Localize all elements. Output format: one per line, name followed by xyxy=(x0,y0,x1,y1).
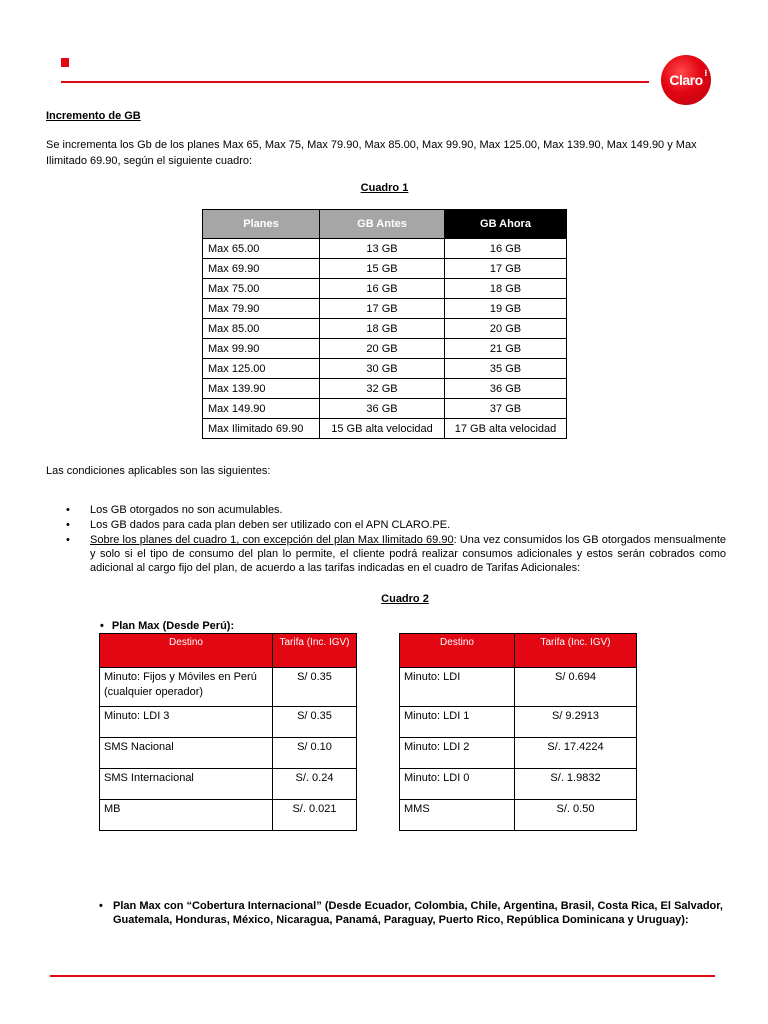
table-row xyxy=(400,707,637,738)
table-row xyxy=(100,800,357,831)
table-cell: 30 GB xyxy=(320,359,445,379)
intl-plan-text: Plan Max con “Cobertura Internacional” (Desde Ecuador, Colombia, Chile, Argentina, Brasil, Costa Rica, El Salvador, Guatemala, Honduras, México, Nicaragua, Panamá, Paraguay, Puerto Rico, República Dominicana y Uruguay): xyxy=(113,900,723,926)
table-cell: 18 GB xyxy=(320,319,445,339)
table-cell: MMS xyxy=(400,800,515,831)
table-row xyxy=(203,239,567,259)
table-cell: Max 125.00 xyxy=(203,359,320,379)
conditions-intro: Las condiciones aplicables son las siguientes: xyxy=(46,465,271,477)
table-cell: 18 GB xyxy=(445,279,567,299)
cuadro2-left-table xyxy=(99,633,357,831)
col-header-gb-ahora: GB Ahora xyxy=(445,210,567,239)
list-item xyxy=(66,518,726,532)
table-cell: SMS Nacional xyxy=(100,738,273,769)
bullet-underlined-text: Sobre los planes del cuadro 1, con excepción del plan Max Ilimitado 69.90 xyxy=(90,534,454,546)
col-header-planes: Planes xyxy=(203,210,320,239)
table-row xyxy=(100,769,357,800)
table-cell: S/ 0.10 xyxy=(273,738,357,769)
table-cell: 15 GB xyxy=(320,259,445,279)
section-title: Incremento de GB xyxy=(46,110,141,122)
red-square-marker xyxy=(61,58,69,67)
table-cell: 15 GB alta velocidad xyxy=(320,419,445,439)
table-cell: Minuto: LDI 0 xyxy=(400,769,515,800)
table-cell: S/ 0.694 xyxy=(515,668,637,707)
table-cell: SMS Internacional xyxy=(100,769,273,800)
table-row xyxy=(400,738,637,769)
table-cell: 17 GB xyxy=(445,259,567,279)
table-cell: S/ 0.35 xyxy=(273,668,357,707)
logo-text: Claro xyxy=(669,72,703,88)
intro-paragraph: Se incrementa los Gb de los planes Max 65, Max 75, Max 79.90, Max 85.00, Max 99.90, Max 125.00, Max 139.90, Max 149.90 y Max Ilimitado 69.90, según el siguiente cuadro: xyxy=(46,139,697,167)
col-header-destino: Destino xyxy=(400,634,515,668)
table-header-row xyxy=(100,634,357,668)
table-cell: Max 79.90 xyxy=(203,299,320,319)
col-header-destino: Destino xyxy=(100,634,273,668)
table-cell: S/. 17.4224 xyxy=(515,738,637,769)
bullet-dot: • xyxy=(99,900,103,912)
plan-max-label: • Plan Max (Desde Perú): xyxy=(100,620,234,632)
bullet-text: Los GB dados para cada plan deben ser utilizado con el APN CLARO.PE. xyxy=(90,519,451,531)
col-header-tarifa: Tarifa (Inc. IGV) xyxy=(273,634,357,668)
table-cell: 19 GB xyxy=(445,299,567,319)
logo-spark-icon: ⁝ xyxy=(704,68,707,78)
table-cell: 32 GB xyxy=(320,379,445,399)
cuadro2-caption: Cuadro 2 xyxy=(381,593,429,605)
table-row xyxy=(400,800,637,831)
list-item: • Sobre los planes del cuadro 1, con excepción del plan Max Ilimitado 69.90: Una vez consumidos los GB otorgados mensualmente y solo si el tipo de consumo del plan lo permite, el cliente podrá realizar consumos adicionales y estos serán cobrados como adicional al cargo fijo del plan, de acuerdo a las tarifas indicadas en el cuadro de Tarifas Adicionales: xyxy=(66,533,726,575)
table-cell: 17 GB alta velocidad xyxy=(445,419,567,439)
table-cell: Max Ilimitado 69.90 xyxy=(203,419,320,439)
table-cell: 36 GB xyxy=(445,379,567,399)
table-header-row xyxy=(400,634,637,668)
table-row xyxy=(203,319,567,339)
cuadro1-table xyxy=(202,209,567,439)
table-cell: 17 GB xyxy=(320,299,445,319)
table-cell: 20 GB xyxy=(320,339,445,359)
header-rule xyxy=(61,81,649,83)
intl-plan-item xyxy=(99,899,723,927)
table-cell: Max 69.90 xyxy=(203,259,320,279)
table-cell: S/ 9.2913 xyxy=(515,707,637,738)
conditions-list xyxy=(66,503,726,576)
table-row xyxy=(203,359,567,379)
col-header-gb-antes: GB Antes xyxy=(320,210,445,239)
table-row xyxy=(203,259,567,279)
col-header-tarifa: Tarifa (Inc. IGV) xyxy=(515,634,637,668)
table-cell: Max 75.00 xyxy=(203,279,320,299)
table-cell: 16 GB xyxy=(445,239,567,259)
table-row xyxy=(400,769,637,800)
table-row xyxy=(400,668,637,707)
table-cell: Minuto: LDI 2 xyxy=(400,738,515,769)
table-cell: Max 85.00 xyxy=(203,319,320,339)
table-row xyxy=(203,279,567,299)
table-cell: S/. 1.9832 xyxy=(515,769,637,800)
bullet-text: Los GB otorgados no son acumulables. xyxy=(90,504,283,516)
table-cell: 13 GB xyxy=(320,239,445,259)
table-cell: S/ 0.35 xyxy=(273,707,357,738)
table-cell: Max 149.90 xyxy=(203,399,320,419)
table-cell: 21 GB xyxy=(445,339,567,359)
table-cell: MB xyxy=(100,800,273,831)
cuadro1-caption: Cuadro 1 xyxy=(360,182,409,194)
table-row xyxy=(203,299,567,319)
table-row xyxy=(203,419,567,439)
table-row xyxy=(100,707,357,738)
table-cell: Max 139.90 xyxy=(203,379,320,399)
table-cell: 36 GB xyxy=(320,399,445,419)
table-cell: 37 GB xyxy=(445,399,567,419)
table-cell: Minuto: LDI 3 xyxy=(100,707,273,738)
table-cell: Minuto: LDI 1 xyxy=(400,707,515,738)
table-cell: Max 99.90 xyxy=(203,339,320,359)
table-row xyxy=(203,399,567,419)
table-cell: S/. 0.24 xyxy=(273,769,357,800)
cuadro2-right-table xyxy=(399,633,637,831)
table-cell: S/. 0.50 xyxy=(515,800,637,831)
list-item xyxy=(66,503,726,517)
cuadro1-header-row xyxy=(203,210,567,239)
table-row xyxy=(203,379,567,399)
table-cell: 16 GB xyxy=(320,279,445,299)
table-cell: Minuto: Fijos y Móviles en Perú (cualquier operador) xyxy=(100,668,273,707)
table-cell: 35 GB xyxy=(445,359,567,379)
table-row xyxy=(203,339,567,359)
table-row xyxy=(100,668,357,707)
table-row xyxy=(100,738,357,769)
table-cell: Minuto: LDI xyxy=(400,668,515,707)
footer-rule xyxy=(50,975,715,977)
table-cell: S/. 0.021 xyxy=(273,800,357,831)
claro-logo xyxy=(661,55,711,105)
bullet-text: Una vez consumidos los GB otorgados mensualmente y solo si el tipo de consumo del plan lo permite, el cliente podrá realizar consumos adicionales y estos serán cobrados como adicional al cargo fijo del plan, de acuerdo a las tarifas indicadas en el cuadro de Tarifas Adicionales: xyxy=(90,534,726,574)
table-cell: Max 65.00 xyxy=(203,239,320,259)
table-cell: 20 GB xyxy=(445,319,567,339)
